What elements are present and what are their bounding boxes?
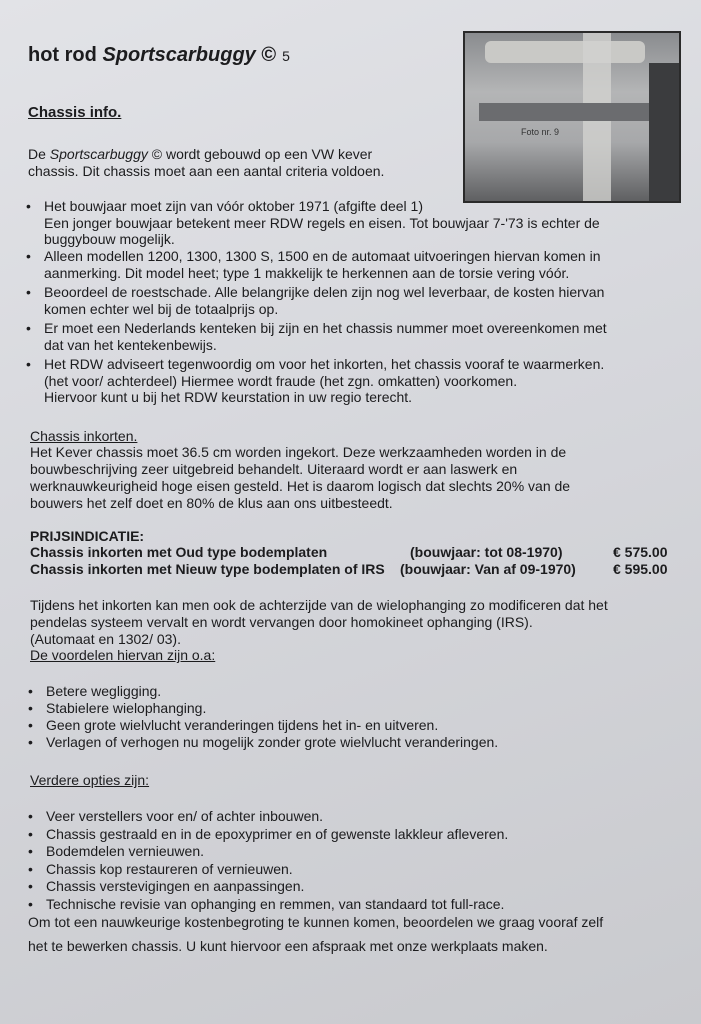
price-row-new: Chassis inkorten met Nieuw type bodemplaten of IRS — [30, 561, 385, 577]
closing-line-2: het te bewerken chassis. U kunt hiervoor een afspraak met onze werkplaats maken. — [28, 938, 548, 954]
advantages-list — [28, 683, 498, 751]
irs-line-3: (Automaat en 1302/ 03). — [30, 631, 181, 647]
pricing-heading: PRIJSINDICATIE: — [30, 528, 145, 544]
list-item: • Het RDW adviseert tegenwoordig om voor het inkorten, het chassis vooraf te waarmerken. (het voor/ achterdeel) Hiermee wordt fraude (het zgn. omkatten) voorkomen. Hiervoor kunt u bij het RDW keurstation in uw regio terecht. — [26, 356, 607, 406]
list-item: • Geen grote wielvlucht veranderingen tijdens het in- en uitveren. — [28, 717, 498, 734]
chassis-photo — [463, 31, 681, 203]
title-brand: Sportscarbuggy — [102, 44, 256, 66]
page-title — [28, 44, 290, 67]
price-row-old-price: € 575.00 — [613, 544, 668, 560]
options-list — [28, 808, 508, 913]
price-row-old: Chassis inkorten met Oud type bodemplaten — [30, 544, 328, 560]
intro-line-1: De Sportscarbuggy © wordt gebouwd op een VW kever — [28, 146, 373, 162]
list-item: • Technische revisie van ophanging en remmen, van standaard tot full-race. — [28, 896, 508, 914]
inkorten-line-1: Het Kever chassis moet 36.5 cm worden ingekort. Deze werkzaamheden worden in de — [30, 444, 567, 460]
list-item: • Beoordeel de roestschade. Alle belangrijke delen zijn nog wel leverbaar, de kosten hiervan komen echter wel bij de totaalprijs op. — [26, 284, 607, 320]
list-item: • Chassis gestraald en in de epoxyprimer en of gewenste lakkleur afleveren. — [28, 826, 508, 844]
list-item: • Betere wegligging. — [28, 683, 498, 700]
list-item: • Bodemdelen vernieuwen. — [28, 843, 508, 861]
irs-line-1: Tijdens het inkorten kan men ook de achterzijde van de wielophanging zo modificeren dat het — [30, 597, 608, 613]
advantages-heading: De voordelen hiervan zijn o.a: — [30, 647, 216, 663]
price-row-old-year: (bouwjaar: tot 08-1970) — [410, 544, 563, 560]
price-row-new-price: € 595.00 — [613, 561, 668, 577]
list-item: • Er moet een Nederlands kenteken bij zijn en het chassis nummer moet overeenkomen met dat van het kentekenbewijs. — [26, 320, 607, 356]
options-heading: Verdere opties zijn: — [30, 772, 150, 788]
list-item: • Verlagen of verhogen nu mogelijk zonder grote wielvlucht veranderingen. — [28, 734, 498, 751]
list-item: • Chassis kop restaureren of vernieuwen. — [28, 861, 508, 879]
price-row-new-year: (bouwjaar: Van af 09-1970) — [400, 561, 576, 577]
inkorten-line-3: werknauwkeurigheid hoge eisen gesteld. Het is daarom logisch dat slechts 20% van de — [30, 478, 571, 494]
irs-line-2: pendelas systeem vervalt en wordt vervangen door homokineet ophanging (IRS). — [30, 614, 533, 630]
list-item: • Chassis verstevigingen en aanpassingen. — [28, 878, 508, 896]
list-item: • Stabielere wielophanging. — [28, 700, 498, 717]
list-item: • Het bouwjaar moet zijn van vóór oktober 1971 (afgifte deel 1) Een jonger bouwjaar betekent meer RDW regels en eisen. Tot bouwjaar 7-'73 is echter de buggybouw mogelijk. — [26, 198, 607, 248]
photo-caption: Foto nr. 9 — [521, 127, 560, 137]
list-item: • Alleen modellen 1200, 1300, 1300 S, 1500 en de automaat uitvoeringen hiervan komen in aanmerking. Dit model heet; type 1 makkelijk te herkennen aan de torsie vering vóór. — [26, 248, 607, 284]
closing-line-1: Om tot een nauwkeurige kostenbegroting te kunnen komen, beoordelen we graag vooraf zelf — [28, 914, 604, 930]
title-prefix: hot rod — [28, 44, 103, 66]
copyright-mark: © — [261, 44, 277, 66]
list-item: • Veer verstellers voor en/ of achter inbouwen. — [28, 808, 508, 826]
inkorten-line-2: bouwbeschrijving zeer uitgebreid behandelt. Uiteraard wordt er aan laswerk en — [30, 461, 518, 477]
section-heading-chassis-info: Chassis info. — [28, 104, 122, 121]
page-number: 5 — [282, 48, 290, 64]
section-heading-inkorten: Chassis inkorten. — [30, 428, 138, 444]
intro-line-2: chassis. Dit chassis moet aan een aantal criteria voldoen. — [28, 163, 385, 179]
criteria-list — [26, 198, 607, 406]
inkorten-line-4: bouwers het zelf doet en 80% de klus aan ons uitbesteedt. — [30, 495, 393, 511]
